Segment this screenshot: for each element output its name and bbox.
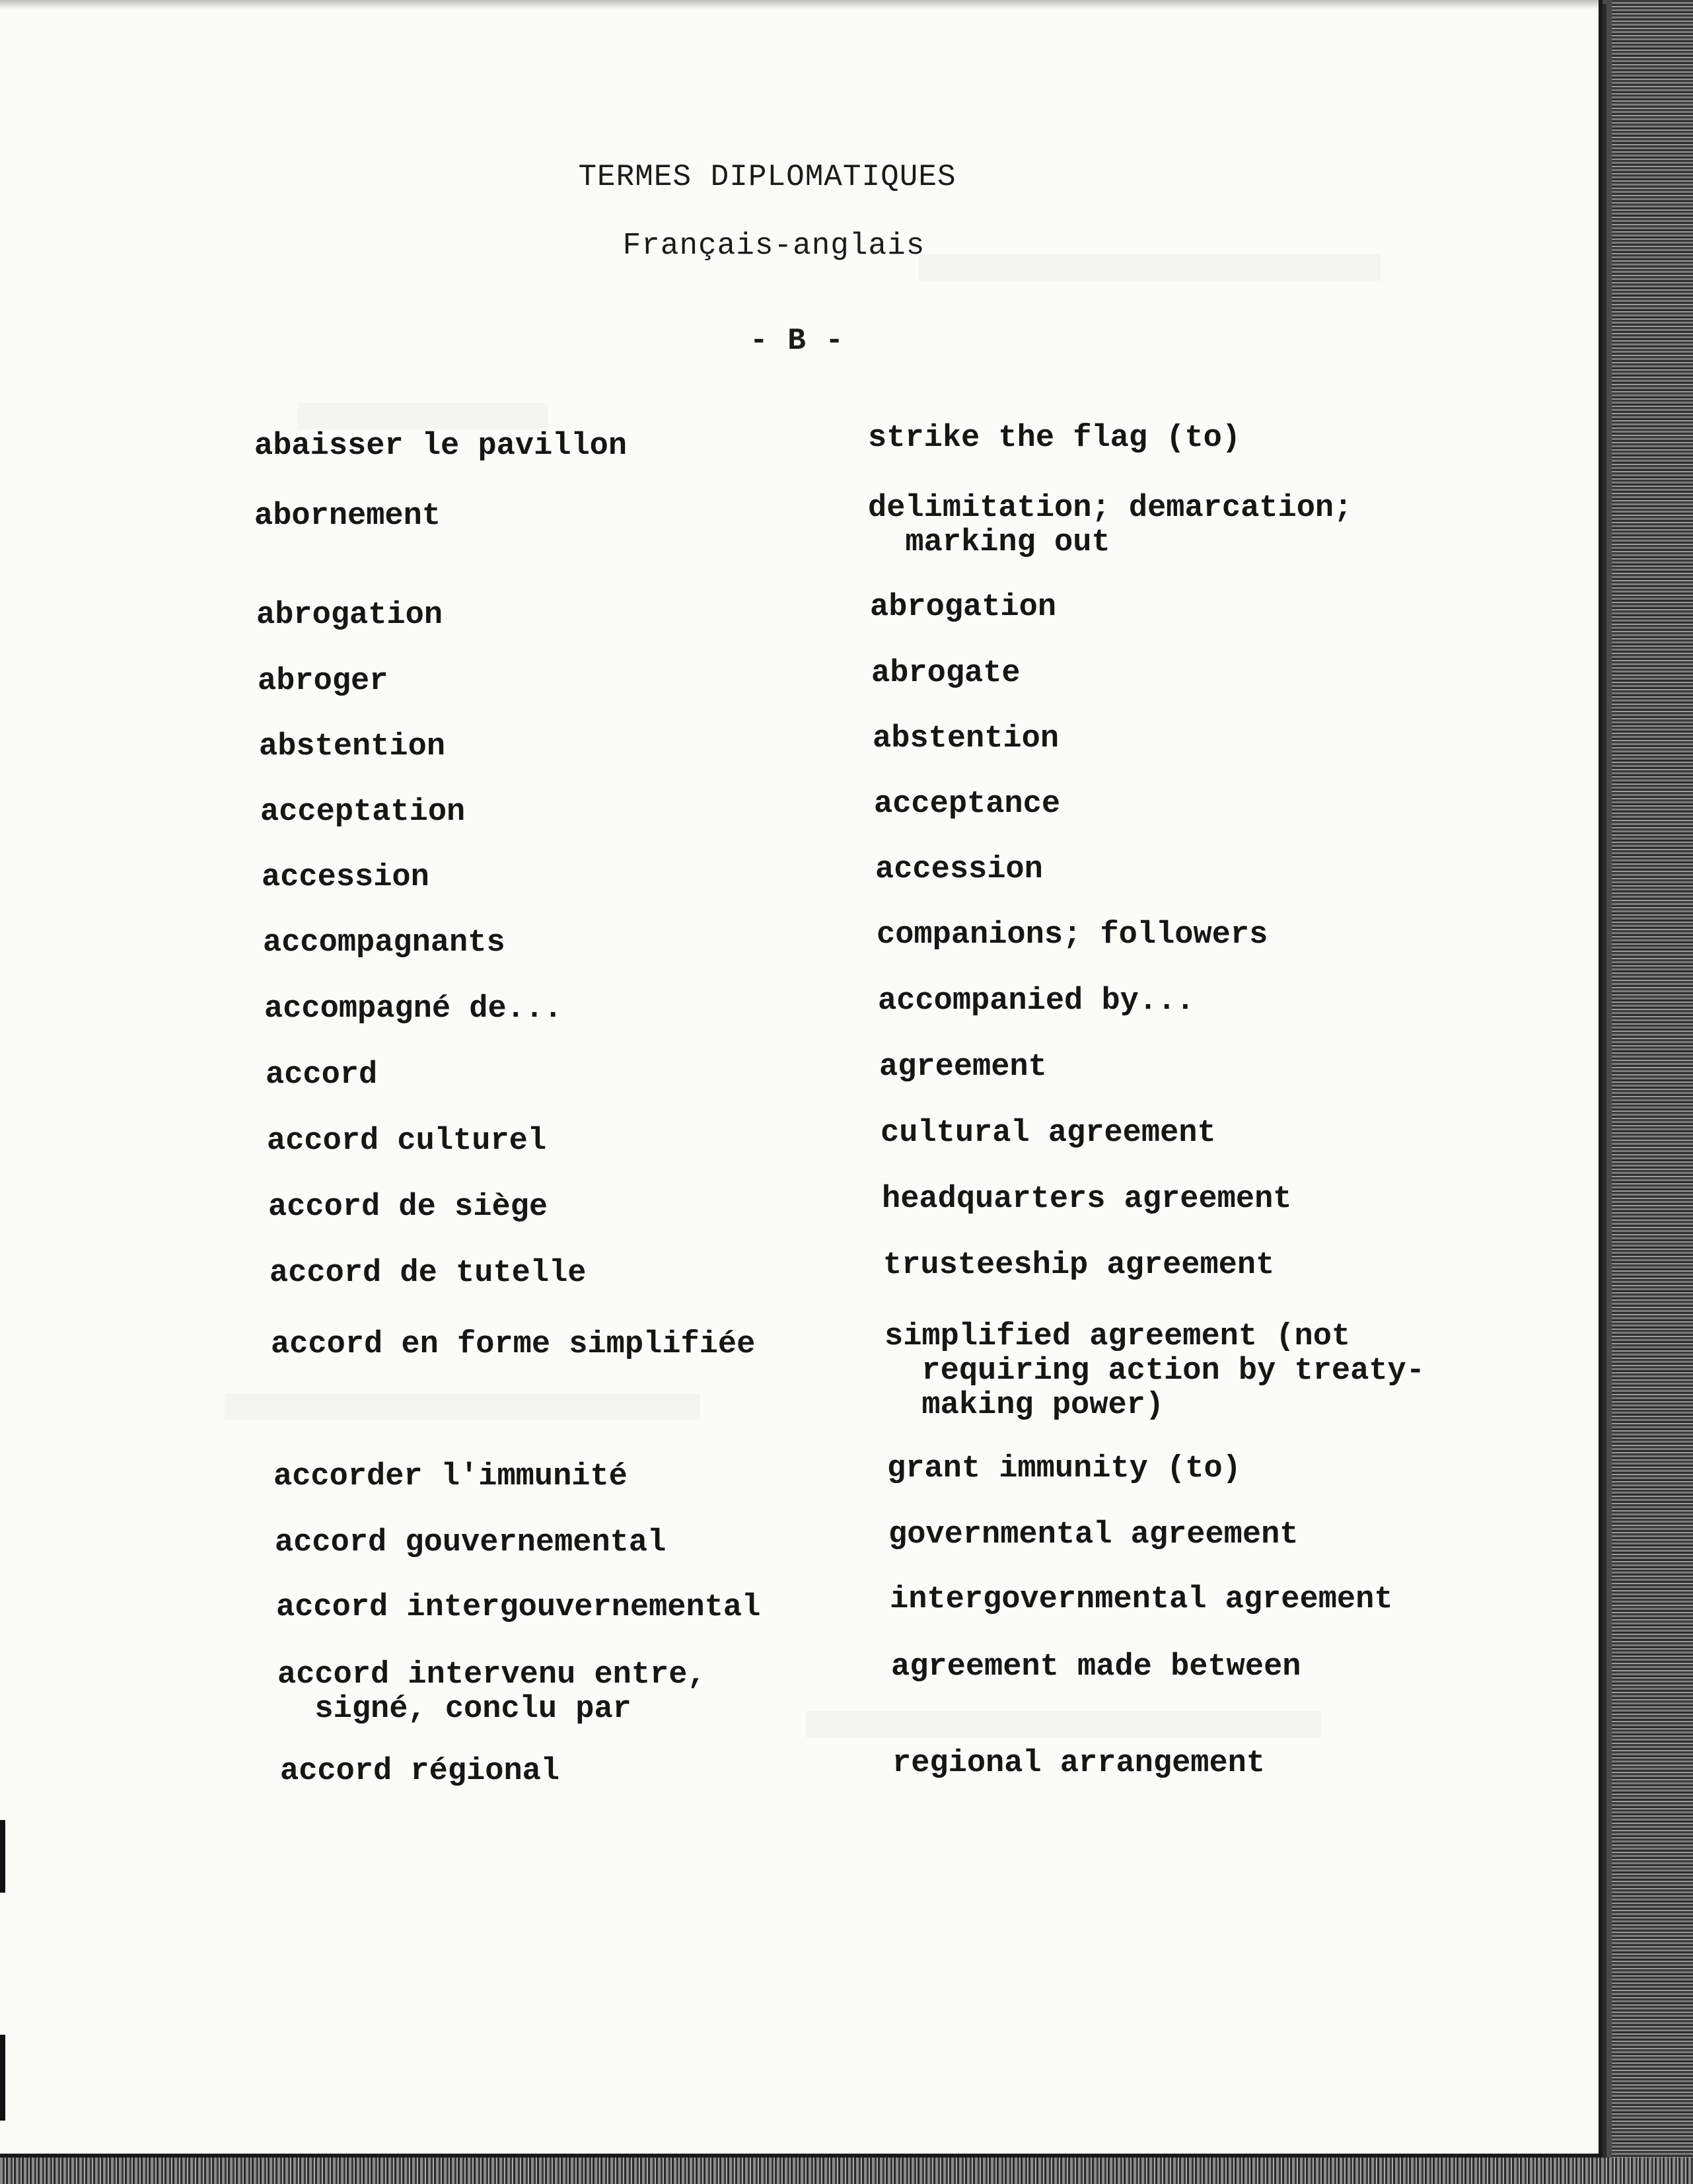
french-term: abornement [254, 499, 441, 534]
french-term: accord culturel [267, 1124, 547, 1159]
french-term: abstention [259, 729, 446, 764]
english-term: abrogate [871, 656, 1021, 691]
french-term: accorder l'immunité [273, 1459, 628, 1494]
french-term: accompagné de... [264, 992, 563, 1027]
english-term: abstention [873, 721, 1060, 756]
english-term: grant immunity (to) [887, 1451, 1241, 1486]
french-term: accord [266, 1058, 378, 1093]
french-term: abroger [258, 664, 388, 699]
english-term: abrogation [870, 590, 1057, 625]
english-term: accompanied by... [878, 984, 1195, 1019]
french-term: accord intergouvernemental [276, 1590, 761, 1625]
english-term: simplified agreement (not requiring action by treaty- making power) [884, 1319, 1425, 1423]
english-term: trusteeship agreement [883, 1248, 1275, 1283]
english-term: accession [875, 852, 1043, 887]
english-term: regional arrangement [892, 1746, 1266, 1781]
english-term: strike the flag (to) [868, 421, 1241, 456]
english-term: intergovernmental agreement [890, 1582, 1393, 1617]
french-term: abaisser le pavillon [254, 429, 628, 464]
french-term: accord régional [280, 1754, 560, 1789]
french-term: accord de tutelle [270, 1256, 587, 1291]
french-term: accession [262, 860, 429, 895]
english-term: acceptance [874, 787, 1061, 822]
english-term: cultural agreement [881, 1116, 1216, 1151]
english-term: agreement [879, 1050, 1047, 1085]
french-term: accord intervenu entre, signé, conclu par [277, 1657, 706, 1727]
english-term: agreement made between [891, 1650, 1301, 1685]
french-term: accord en forme simplifiée [271, 1327, 756, 1362]
french-term: accompagnants [263, 926, 505, 961]
english-term: governmental agreement [888, 1517, 1299, 1552]
french-term: accord gouvernemental [275, 1525, 666, 1560]
page-title: TERMES DIPLOMATIQUES [578, 160, 956, 194]
english-term: delimitation; demarcation; marking out [868, 491, 1353, 560]
french-term: abrogation [256, 598, 443, 633]
section-letter: - B - [749, 324, 845, 358]
french-term: acceptation [260, 795, 466, 830]
english-term: headquarters agreement [882, 1182, 1292, 1217]
french-term: accord de siège [268, 1190, 548, 1225]
english-term: companions; followers [877, 918, 1268, 953]
page-subtitle: Français-anglais [622, 229, 925, 263]
